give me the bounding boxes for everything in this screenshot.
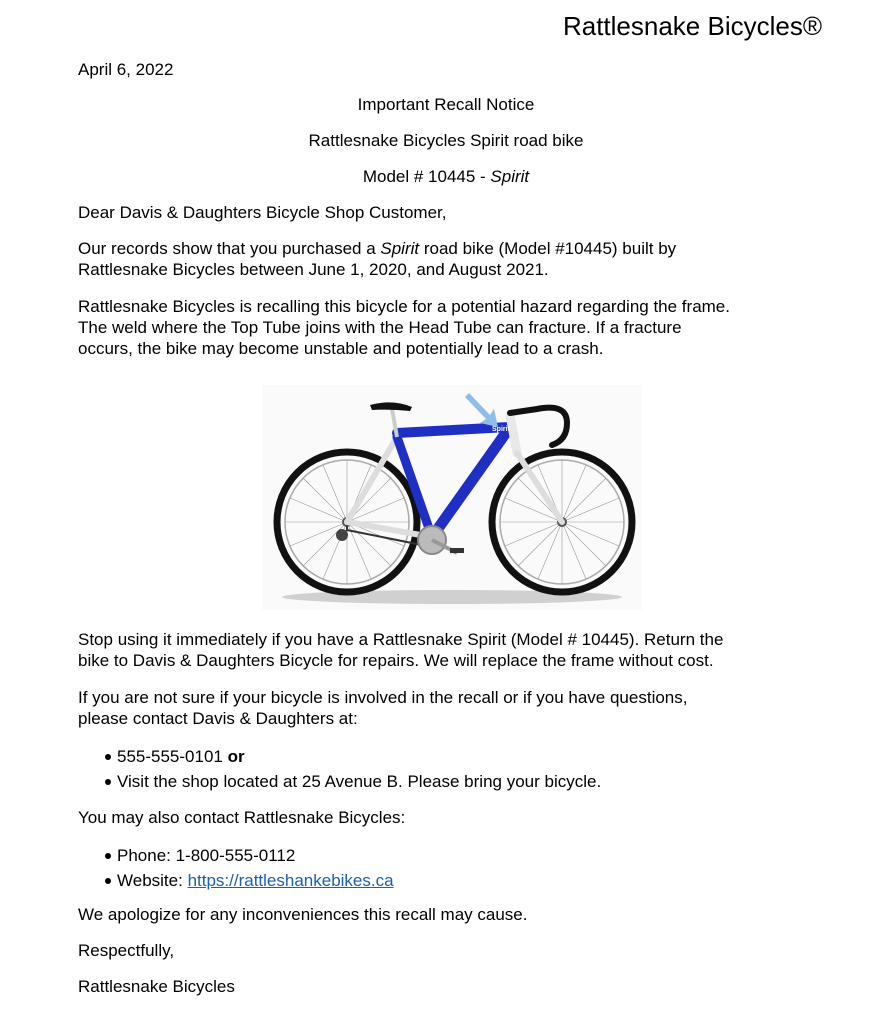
notice-product: Rattlesnake Bicycles Spirit road bike: [308, 131, 584, 150]
maker-contact-intro: You may also contact Rattlesnake Bicycles:: [78, 808, 406, 827]
rear-derailleur: [336, 529, 348, 541]
bike-name-italic: Spirit: [380, 239, 420, 258]
pedal: [450, 548, 464, 553]
website-link[interactable]: https://rattleshankebikes.ca: [187, 871, 394, 890]
shop-phone-or: or: [227, 747, 245, 766]
questions-paragraph-line2: please contact Davis & Daughters at:: [78, 709, 358, 728]
shop-phone: 555-555-0101: [117, 747, 223, 766]
notice-model: [0, 166, 892, 187]
notice-title: Important Recall Notice: [357, 95, 535, 114]
action-paragraph-line1: Stop using it immediately if you have a Rattlesnake Spirit (Model # 10445). Return the: [78, 630, 724, 649]
apology: We apologize for any inconveniences this recall may cause.: [78, 905, 528, 924]
maker-phone-item: Phone: 1-800-555-0112: [117, 846, 296, 865]
model-name: Spirit: [490, 167, 530, 186]
signature: Rattlesnake Bicycles: [78, 977, 235, 996]
model-number: Model # 10445 -: [362, 167, 491, 186]
hazard-paragraph-line1: Rattlesnake Bicycles is recalling this bicycle for a potential hazard regarding the frame.: [78, 297, 730, 316]
greeting: Dear Davis & Daughters Bicycle Shop Customer,: [78, 203, 447, 222]
closing: Respectfully,: [78, 941, 175, 960]
questions-paragraph-line1: If you are not sure if your bicycle is involved in the recall or if you have questions,: [78, 688, 688, 707]
action-paragraph-line2: bike to Davis & Daughters Bicycle for repairs. We will replace the frame without cost.: [78, 651, 714, 670]
maker-website-item: Website: https://rattleshankebikes.ca: [117, 871, 394, 890]
hazard-paragraph-line3: occurs, the bike may become unstable and potentially lead to a crash.: [78, 339, 604, 358]
shop-phone-item: [117, 746, 245, 767]
hazard-paragraph-line2: The weld where the Top Tube joins with the Head Tube can fracture. If a fracture: [78, 318, 682, 337]
purchase-paragraph-line1: Our records show that you purchased a Spirit road bike (Model #10445) built by: [78, 239, 677, 258]
company-header: Rattlesnake Bicycles®: [562, 11, 822, 41]
bicycle-image: [262, 385, 642, 610]
frame-label: Spirit: [492, 426, 510, 433]
purchase-paragraph-line2: Rattlesnake Bicycles between June 1, 2020, and August 2021.: [78, 260, 549, 279]
shop-visit-item: Visit the shop located at 25 Avenue B. Please bring your bicycle.: [117, 772, 602, 791]
letter-date: April 6, 2022: [78, 60, 174, 79]
